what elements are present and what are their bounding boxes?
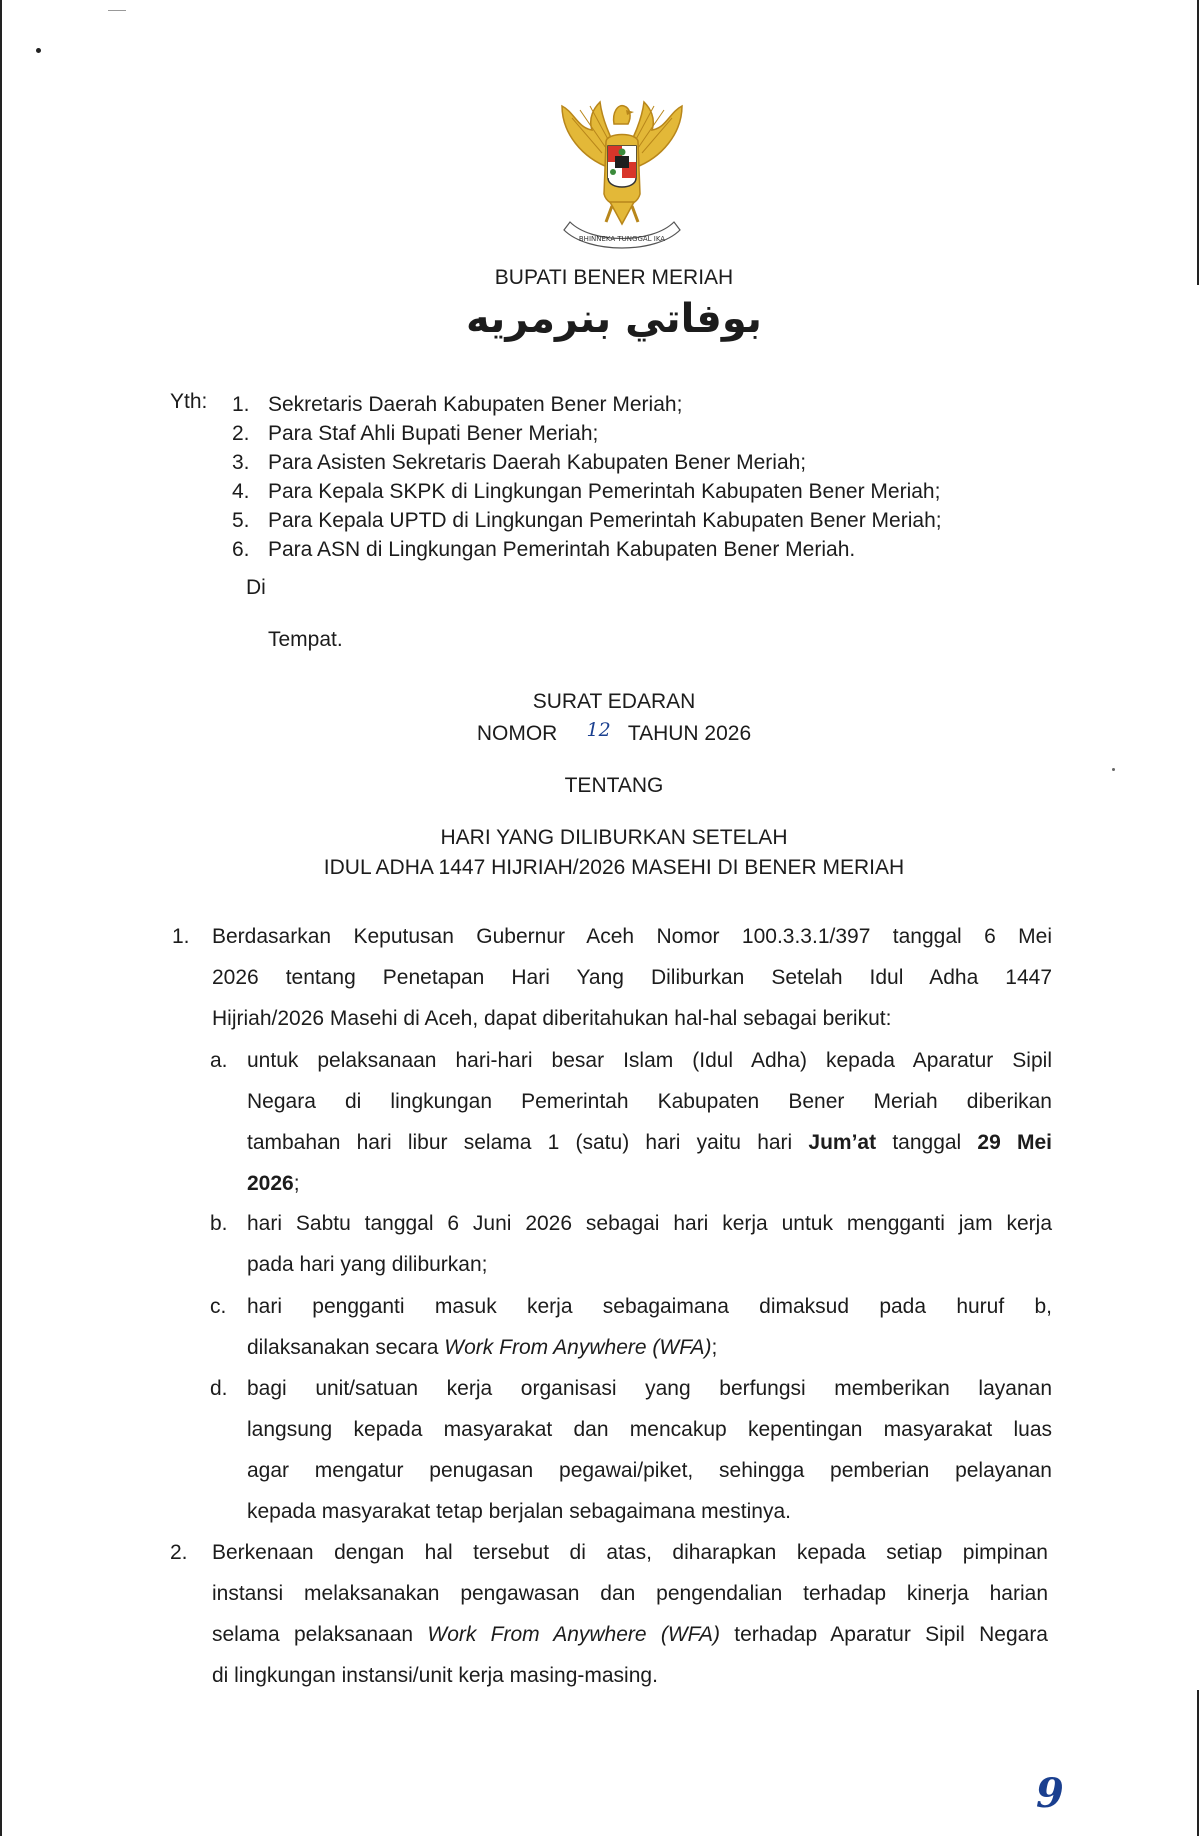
list-item: 3. Para Asisten Sekretaris Daerah Kabupaten Bener Meriah; <box>232 451 807 474</box>
item-c: hari pengganti masuk kerja sebagaimana dimaksud pada huruf b, dilaksanakan secara Work From Anywhere (WFA); <box>247 1295 1052 1359</box>
scan-edge-right-bottom <box>1197 1690 1199 1836</box>
handwritten-page-mark: 9 <box>1036 1770 1064 1817</box>
scan-speck <box>108 10 126 11</box>
item-d: bagi unit/satuan kerja organisasi yang berfungsi memberikan layanan langsung kepada masyarakat dan mencakup kepentingan masyarakat luas agar mengatur penugasan pegawai/piket, sehingga pemberian pelayanan kepada masyarakat tetap berjalan sebagaimana mestinya. <box>247 1377 1052 1523</box>
scan-speck <box>36 48 41 53</box>
addressee-di: Di <box>246 576 266 599</box>
svg-text:BHINNEKA TUNGGAL IKA: BHINNEKA TUNGGAL IKA <box>578 235 666 243</box>
item-b-letter: b. <box>210 1212 228 1235</box>
item-d-letter: d. <box>210 1377 228 1400</box>
list-item: 1. Sekretaris Daerah Kabupaten Bener Meriah; <box>232 393 683 416</box>
tentang-label: TENTANG <box>564 774 664 797</box>
list-item: 4. Para Kepala SKPK di Lingkungan Pemerintah Kabupaten Bener Meriah; <box>232 480 941 503</box>
item-c-letter: c. <box>210 1295 227 1318</box>
item-a: untuk pelaksanaan hari-hari besar Islam (Idul Adha) kepada Aparatur Sipil Negara di lingkungan Pemerintah Kabupaten Bener Meriah diberikan tambahan hari libur selama 1 (satu) hari yaitu hari Jum’at tanggal 29 Mei 2026; <box>247 1049 1052 1195</box>
letterhead-title: BUPATI BENER MERIAH <box>494 266 734 289</box>
paragraph-2: Berkenaan dengan hal tersebut di atas, diharapkan kepada setiap pimpinan instansi melaksanakan pengawasan dan pengendalian terhadap kinerja harian selama pelaksanaan Work From Anywhere (WFA) terhadap Aparatur Sipil Negara di lingkungan instansi/unit kerja masing-masing. <box>212 1541 1048 1687</box>
addressee-label: Yth: <box>170 390 208 413</box>
subject-line-2: IDUL ADHA 1447 HIJRIAH/2026 MASEHI DI BENER MERIAH <box>323 856 905 879</box>
document-type: SURAT EDARAN <box>532 690 696 713</box>
scan-edge-right-top <box>1197 0 1199 285</box>
paragraph-1-number: 1. <box>172 925 190 948</box>
list-item: 5. Para Kepala UPTD di Lingkungan Pemerintah Kabupaten Bener Meriah; <box>232 509 942 532</box>
addressee-list <box>232 390 942 564</box>
garuda-emblem-icon <box>552 98 692 258</box>
letterhead-title-arabic: بوفاتي بنرمريه <box>466 296 762 342</box>
item-a-letter: a. <box>210 1049 228 1072</box>
list-item: 6. Para ASN di Lingkungan Pemerintah Kabupaten Bener Meriah. <box>232 538 856 561</box>
addressee-tempat: Tempat. <box>268 628 343 651</box>
paragraph-1: Berdasarkan Keputusan Gubernur Aceh Nomor 100.3.3.1/397 tanggal 6 Mei 2026 tentang Penetapan Hari Yang Diliburkan Setelah Idul Adha 1447 Hijriah/2026 Masehi di Aceh, dapat diberitahukan hal-hal sebagai berikut: <box>212 925 1052 1030</box>
subject-line-1: HARI YANG DILIBURKAN SETELAH <box>440 826 788 849</box>
handwritten-number: 12 <box>586 719 611 741</box>
document-number: NOMOR 12 TAHUN 2026 <box>476 719 752 745</box>
item-b: hari Sabtu tanggal 6 Juni 2026 sebagai hari kerja untuk mengganti jam kerja pada hari yang diliburkan; <box>247 1212 1052 1276</box>
scan-speck <box>1112 768 1115 771</box>
list-item: 2. Para Staf Ahli Bupati Bener Meriah; <box>232 422 599 445</box>
paragraph-2-number: 2. <box>170 1541 188 1564</box>
